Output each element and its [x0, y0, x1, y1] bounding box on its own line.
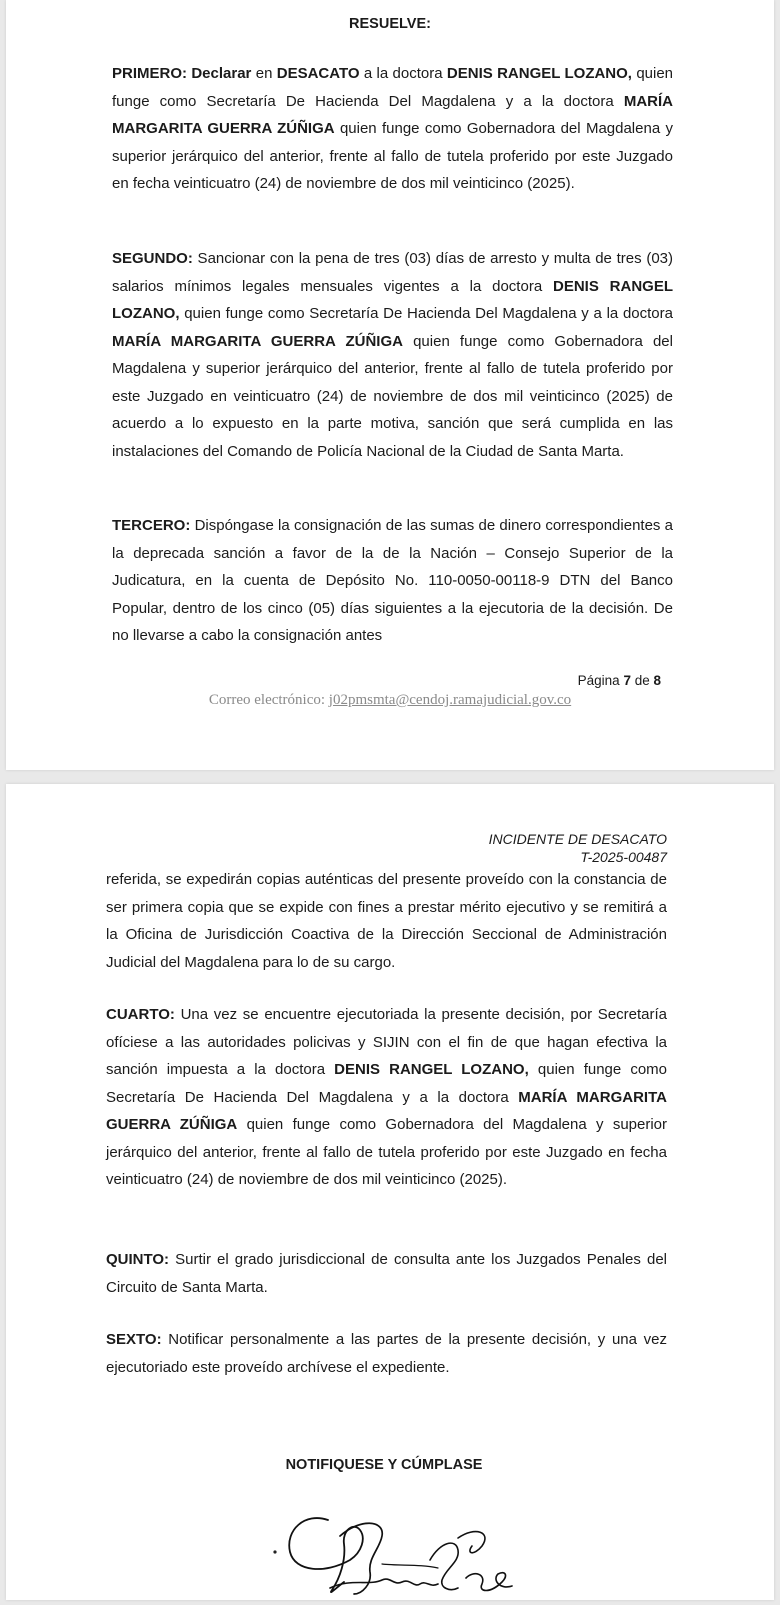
tercero-label: TERCERO: — [112, 517, 191, 534]
sexto-label: SEXTO: — [106, 1331, 162, 1348]
case-title: INCIDENTE DE DESACATO — [488, 831, 667, 847]
page-number: Página 7 de 8 — [577, 673, 661, 688]
quinto-label: QUINTO: — [106, 1251, 170, 1268]
case-number: T-2025-00487 — [580, 849, 667, 865]
quinto-paragraph: QUINTO: Surtir el grado jurisdiccional de consulta ante los Juzgados Penales del Circuito de Santa Marta. — [106, 1251, 667, 1296]
tercero-paragraph: TERCERO: Dispóngase la consignación de las sumas de dinero correspondientes a la deprecada sanción a favor de la de la Nación – Consejo Superior de la Judicatura, en la cuenta de Depósito No. 110-0050-00118-9 DTN del Banco Popular, dentro de los cinco (05) días siguientes a la ejecutoria de la decisión. De no llevarse a cabo la consignación antes — [112, 517, 673, 644]
cuarto-block — [106, 1001, 667, 1194]
primero-verb: Declarar — [191, 65, 252, 82]
segundo-paragraph: SEGUNDO: Sancionar con la pena de tres (03) días de arresto y multa de tres (03) salarios mínimos legales mensuales vigentes a la doctora DENIS RANGEL LOZANO, quien funge como Secretaría De Hacienda Del Magdalena y a la doctora MARÍA MARGARITA GUERRA ZÚÑIGA quien funge como Gobernadora del Magdalena y superior jerárquico del anterior, frente al fallo de tutela proferido por este Juzgado en veinticuatro (24) de noviembre de dos mil veinticinco (2025) de acuerdo a lo expuesto en la parte motiva, sanción que será cumplida en las instalaciones del Comando de Policía Nacional de la Ciudad de Santa Marta. — [112, 250, 674, 460]
primero-paragraph: PRIMERO: Declarar en DESACATO a la doctora DENIS RANGEL LOZANO, quien funge como Secretaría De Hacienda Del Magdalena y a la doctora MARÍA MARGARITA GUERRA ZÚÑIGA quien funge como Gobernadora del Magdalena y superior jerárquico del anterior, frente al fallo de tutela proferido por este Juzgado en fecha veinticuatro (24) de noviembre de dos mil veinticinco (2025). — [112, 65, 674, 192]
tercero-block — [112, 512, 673, 650]
signature-image — [270, 1508, 520, 1605]
segundo-label: SEGUNDO: — [112, 250, 193, 267]
segundo-block — [112, 245, 673, 465]
resuelve-heading: RESUELVE: — [349, 16, 431, 32]
signature-scribble — [270, 1508, 520, 1600]
continuation-paragraph: referida, se expedirán copias auténticas del presente proveído con la constancia de ser primera copia que se expide con fines a prestar mérito ejecutivo y se remitirá a la Oficina de Jurisdicción Coactiva de la Dirección Seccional de Administración Judicial del Magdalena para lo de su cargo. — [106, 871, 667, 971]
primero-block — [112, 60, 673, 198]
document-page-7 — [6, 0, 774, 770]
quinto-block — [106, 1246, 667, 1301]
sexto-block — [106, 1326, 667, 1381]
case-header — [489, 830, 667, 866]
sexto-paragraph: SEXTO: Notificar personalmente a las partes de la presente decisión, y una vez ejecutoriado este proveído archívese el expediente. — [106, 1331, 667, 1376]
closing-heading: NOTIFIQUESE Y CÚMPLASE — [285, 1457, 483, 1473]
email-link[interactable]: j02pmsmta@cendoj.ramajudicial.gov.co — [328, 692, 572, 708]
cuarto-paragraph: CUARTO: Una vez se encuentre ejecutoriada la presente decisión, por Secretaría ofíciese a las autoridades policivas y SIJIN con el fin de que hagan efectiva la sanción impuesta a la doctora DENIS RANGEL LOZANO, quien funge como Secretaría De Hacienda Del Magdalena y a la doctora MARÍA MARGARITA GUERRA ZÚÑIGA quien funge como Gobernadora del Magdalena y superior jerárquico del anterior, frente al fallo de tutela proferido por este Juzgado en fecha veinticuatro (24) de noviembre de dos mil veinticinco (2025). — [106, 1006, 668, 1188]
email-footer: Correo electrónico: j02pmsmta@cendoj.ramajudicial.gov.co — [208, 692, 572, 708]
cuarto-label: CUARTO: — [106, 1006, 175, 1023]
continuation-block — [106, 866, 667, 976]
primero-label: PRIMERO: — [112, 65, 192, 82]
